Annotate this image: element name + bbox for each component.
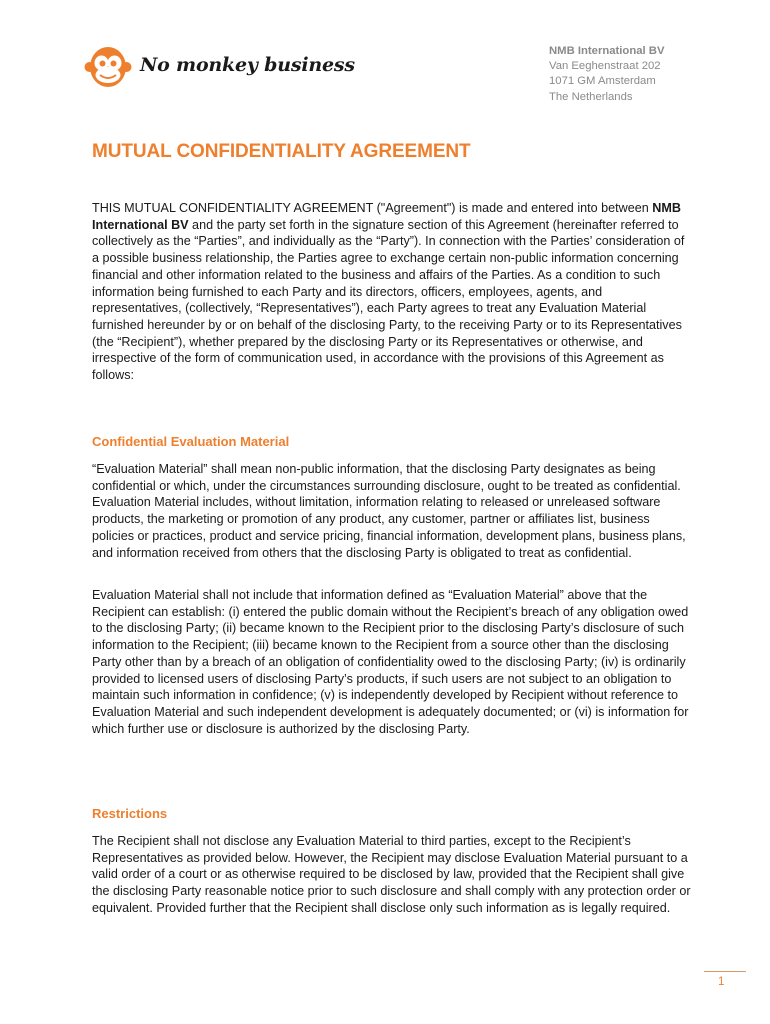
address-street: Van Eeghenstraat 202 — [549, 60, 661, 73]
monkey-face-icon — [84, 44, 132, 90]
evaluation-material-definition: “Evaluation Material” shall mean non-public information, that the disclosing Party designates as being confidential or which, under the circumstances surrounding disclosure, ought to be treated as confidential. Evaluation Material includes, without limitation, information relating to released or unreleased software products, the marketing or promotion of any product, any customer, partner or affiliates list, business policies or practices, product and service pricing, financial information, development plans, business plans, and information received from others that the disclosing Party is obligated to treat as confidential. — [92, 462, 686, 560]
company-logo — [84, 44, 355, 90]
section-heading-restrictions: Restrictions — [92, 806, 168, 821]
address-city: 1071 GM Amsterdam — [549, 75, 656, 88]
footer-divider — [704, 971, 746, 972]
intro-paragraph — [92, 200, 692, 384]
document-title: MUTUAL CONFIDENTIALITY AGREEMENT — [92, 141, 471, 162]
intro-party-name: NMB International BV — [92, 201, 681, 232]
address-company: NMB International BV — [549, 45, 665, 57]
logo-wordmark: No monkey business — [140, 54, 355, 76]
restrictions-paragraph: The Recipient shall not disclose any Evaluation Material to third parties, except to the Recipient’s Representatives as provided below. However, the Recipient may disclose Evaluation Material pursuant to a valid order of a court or as otherwise required to be disclosed by law, provided that the Recipient shall give the disclosing Party reasonable notice prior to such disclosure and shall comply with any protection order or equivalent. Provided further that the Recipient shall disclose only such information as is legally required. — [92, 834, 691, 915]
page-number: 1 — [718, 976, 725, 988]
intro-text-part2: and the party set forth in the signature section of this Agreement (hereinafter referred to collectively as the “Parties”, and individually as the “Party”). In connection with the Parties’ consideration of a possible business relationship, the Parties agree to exchange certain non-public information concerning financial and other information related to the business and affairs of the Parties. As a condition to such information being furnished to each Party and its directors, officers, employees, agents, and representatives, (collectively, “Representatives”), each Party agrees to treat any Evaluation Material furnished hereunder by or on behalf of the disclosing Party, to the receiving Party or to its Representatives (the “Recipient”), whether prepared by the disclosing Party or its Representatives or otherwise, and irrespective of the form of communication used, in accordance with the provisions of this Agreement as follows: — [92, 217, 685, 383]
intro-text-part1: THIS MUTUAL CONFIDENTIALITY AGREEMENT ("Agreement") is made and entered into between — [92, 201, 653, 215]
evaluation-material-exclusions: Evaluation Material shall not include that information defined as “Evaluation Material” above that the Recipient can establish: (i) entered the public domain without the Recipient’s breach of any obligation owed to the disclosing Party; (ii) became known to the Recipient prior to the disclosing Party’s disclosure of such information to the Recipient; (iii) became known to the Recipient from a source other than the disclosing Party other than by a breach of an obligation of confidentiality owed to the disclosing Party; (iv) is ordinarily provided to licensed users of disclosing Party’s products, if such users are not subject to an obligation to maintain such information in confidence; (v) is independently developed by Recipient without reference to Evaluation Material and such independent development is adequately documented; or (vi) is information for which further use or disclosure is authorized by the disclosing Party. — [92, 588, 689, 736]
sender-address — [549, 44, 664, 105]
section-heading-evaluation-material: Confidential Evaluation Material — [92, 434, 290, 449]
address-country: The Netherlands — [549, 90, 633, 103]
